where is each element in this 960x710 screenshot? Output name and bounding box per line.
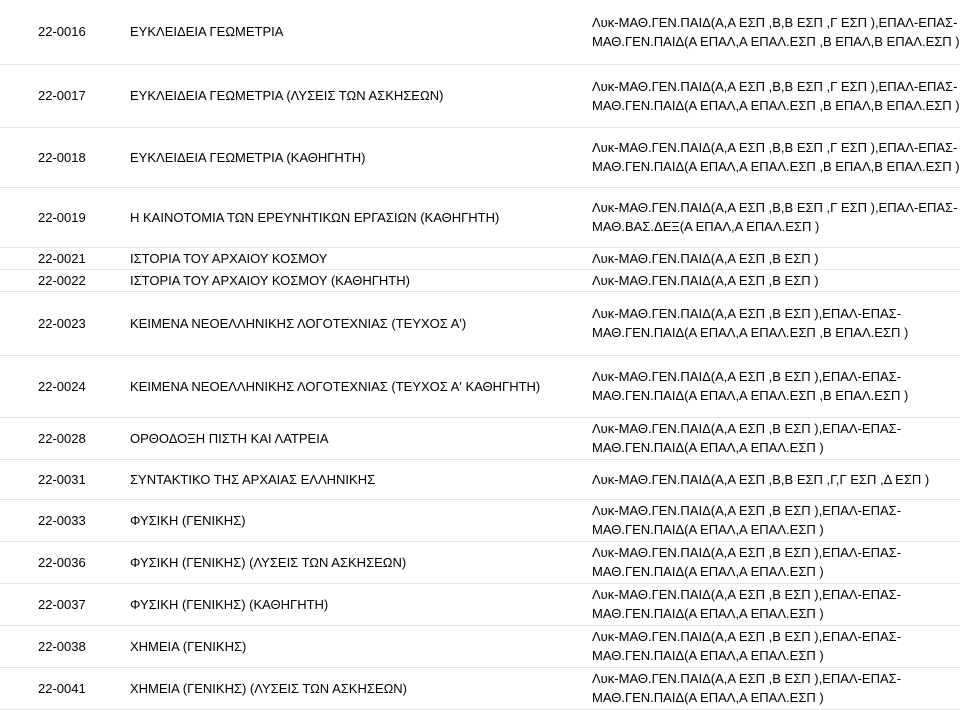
- book-code: 22-0017: [0, 64, 130, 127]
- book-code: 22-0019: [0, 187, 130, 247]
- book-code: 22-0023: [0, 291, 130, 355]
- book-title: ΦΥΣΙΚΗ (ΓΕΝΙΚΗΣ): [130, 499, 592, 541]
- book-classes: Λυκ-ΜΑΘ.ΓΕΝ.ΠΑΙΔ(Α,Α ΕΣΠ ,Β,Β ΕΣΠ ,Γ ΕΣΠ ),ΕΠΑΛ-ΕΠΑΣ-ΜΑΘ.ΓΕΝ.ΠΑΙΔ(Α ΕΠΑΛ,Α ΕΠΑΛ.ΕΣΠ ,Β ΕΠΑΛ,Β ΕΠΑΛ.ΕΣΠ ): [592, 0, 960, 64]
- book-title: ΙΣΤΟΡΙΑ ΤΟΥ ΑΡΧΑΙΟΥ ΚΟΣΜΟΥ (ΚΑΘΗΓΗΤΗ): [130, 269, 592, 291]
- book-code: 22-0033: [0, 499, 130, 541]
- book-classes: Λυκ-ΜΑΘ.ΓΕΝ.ΠΑΙΔ(Α,Α ΕΣΠ ,Β ΕΣΠ ),ΕΠΑΛ-ΕΠΑΣ-ΜΑΘ.ΓΕΝ.ΠΑΙΔ(Α ΕΠΑΛ,Α ΕΠΑΛ.ΕΣΠ ,Β ΕΠΑΛ.ΕΣΠ ): [592, 291, 960, 355]
- table-row: [0, 187, 960, 247]
- table-row: [0, 541, 960, 583]
- book-code: 22-0028: [0, 417, 130, 459]
- book-code: 22-0038: [0, 625, 130, 667]
- book-classes: Λυκ-ΜΑΘ.ΓΕΝ.ΠΑΙΔ(Α,Α ΕΣΠ ,Β ΕΣΠ ): [592, 247, 960, 269]
- book-title: ΣΥΝΤΑΚΤΙΚΟ ΤΗΣ ΑΡΧΑΙΑΣ ΕΛΛΗΝΙΚΗΣ: [130, 459, 592, 499]
- book-code: 22-0036: [0, 541, 130, 583]
- table-row: [0, 247, 960, 269]
- table-row: [0, 64, 960, 127]
- table-row: [0, 269, 960, 291]
- book-classes: Λυκ-ΜΑΘ.ΓΕΝ.ΠΑΙΔ(Α,Α ΕΣΠ ,Β,Β ΕΣΠ ,Γ ΕΣΠ ),ΕΠΑΛ-ΕΠΑΣ-ΜΑΘ.ΓΕΝ.ΠΑΙΔ(Α ΕΠΑΛ,Α ΕΠΑΛ.ΕΣΠ ,Β ΕΠΑΛ,Β ΕΠΑΛ.ΕΣΠ ): [592, 64, 960, 127]
- book-classes: Λυκ-ΜΑΘ.ΓΕΝ.ΠΑΙΔ(Α,Α ΕΣΠ ,Β,Β ΕΣΠ ,Γ ΕΣΠ ),ΕΠΑΛ-ΕΠΑΣ-ΜΑΘ.ΓΕΝ.ΠΑΙΔ(Α ΕΠΑΛ,Α ΕΠΑΛ.ΕΣΠ ,Β ΕΠΑΛ,Β ΕΠΑΛ.ΕΣΠ ): [592, 127, 960, 187]
- table-row: [0, 127, 960, 187]
- table-row: [0, 417, 960, 459]
- book-code: 22-0031: [0, 459, 130, 499]
- book-classes: Λυκ-ΜΑΘ.ΓΕΝ.ΠΑΙΔ(Α,Α ΕΣΠ ,Β ΕΣΠ ),ΕΠΑΛ-ΕΠΑΣ-ΜΑΘ.ΓΕΝ.ΠΑΙΔ(Α ΕΠΑΛ,Α ΕΠΑΛ.ΕΣΠ ,Β ΕΠΑΛ.ΕΣΠ ): [592, 355, 960, 417]
- book-title: ΟΡΘΟΔΟΞΗ ΠΙΣΤΗ ΚΑΙ ΛΑΤΡΕΙΑ: [130, 417, 592, 459]
- book-title: ΕΥΚΛΕΙΔΕΙΑ ΓΕΩΜΕΤΡΙΑ: [130, 0, 592, 64]
- book-code: 22-0037: [0, 583, 130, 625]
- table-row: [0, 499, 960, 541]
- book-title: ΚΕΙΜΕΝΑ ΝΕΟΕΛΛΗΝΙΚΗΣ ΛΟΓΟΤΕΧΝΙΑΣ (ΤΕΥΧΟΣ Α' ΚΑΘΗΓΗΤΗ): [130, 355, 592, 417]
- book-code: 22-0041: [0, 667, 130, 709]
- book-classes: Λυκ-ΜΑΘ.ΓΕΝ.ΠΑΙΔ(Α,Α ΕΣΠ ,Β ΕΣΠ ),ΕΠΑΛ-ΕΠΑΣ-ΜΑΘ.ΓΕΝ.ΠΑΙΔ(Α ΕΠΑΛ,Α ΕΠΑΛ.ΕΣΠ ): [592, 667, 960, 709]
- table-row: [0, 667, 960, 709]
- book-title: ΕΥΚΛΕΙΔΕΙΑ ΓΕΩΜΕΤΡΙΑ (ΛΥΣΕΙΣ ΤΩΝ ΑΣΚΗΣΕΩΝ): [130, 64, 592, 127]
- table-row: [0, 459, 960, 499]
- book-code: 22-0016: [0, 0, 130, 64]
- book-code: 22-0022: [0, 269, 130, 291]
- book-classes: Λυκ-ΜΑΘ.ΓΕΝ.ΠΑΙΔ(Α,Α ΕΣΠ ,Β ΕΣΠ ),ΕΠΑΛ-ΕΠΑΣ-ΜΑΘ.ΓΕΝ.ΠΑΙΔ(Α ΕΠΑΛ,Α ΕΠΑΛ.ΕΣΠ ): [592, 583, 960, 625]
- book-classes: Λυκ-ΜΑΘ.ΓΕΝ.ΠΑΙΔ(Α,Α ΕΣΠ ,Β ΕΣΠ ),ΕΠΑΛ-ΕΠΑΣ-ΜΑΘ.ΓΕΝ.ΠΑΙΔ(Α ΕΠΑΛ,Α ΕΠΑΛ.ΕΣΠ ): [592, 417, 960, 459]
- book-title: ΦΥΣΙΚΗ (ΓΕΝΙΚΗΣ) (ΚΑΘΗΓΗΤΗ): [130, 583, 592, 625]
- book-title: ΧΗΜΕΙΑ (ΓΕΝΙΚΗΣ): [130, 625, 592, 667]
- book-code: 22-0021: [0, 247, 130, 269]
- book-classes: Λυκ-ΜΑΘ.ΓΕΝ.ΠΑΙΔ(Α,Α ΕΣΠ ,Β,Β ΕΣΠ ,Γ ΕΣΠ ),ΕΠΑΛ-ΕΠΑΣ-ΜΑΘ.ΒΑΣ.ΔΕΞ(Α ΕΠΑΛ,Α ΕΠΑΛ.ΕΣΠ ): [592, 187, 960, 247]
- table-row: [0, 355, 960, 417]
- book-title: ΦΥΣΙΚΗ (ΓΕΝΙΚΗΣ) (ΛΥΣΕΙΣ ΤΩΝ ΑΣΚΗΣΕΩΝ): [130, 541, 592, 583]
- table-row: [0, 0, 960, 64]
- book-title: ΚΕΙΜΕΝΑ ΝΕΟΕΛΛΗΝΙΚΗΣ ΛΟΓΟΤΕΧΝΙΑΣ (ΤΕΥΧΟΣ Α'): [130, 291, 592, 355]
- book-classes: Λυκ-ΜΑΘ.ΓΕΝ.ΠΑΙΔ(Α,Α ΕΣΠ ,Β ΕΣΠ ): [592, 269, 960, 291]
- book-title: ΧΗΜΕΙΑ (ΓΕΝΙΚΗΣ) (ΛΥΣΕΙΣ ΤΩΝ ΑΣΚΗΣΕΩΝ): [130, 667, 592, 709]
- book-classes: Λυκ-ΜΑΘ.ΓΕΝ.ΠΑΙΔ(Α,Α ΕΣΠ ,Β ΕΣΠ ),ΕΠΑΛ-ΕΠΑΣ-ΜΑΘ.ΓΕΝ.ΠΑΙΔ(Α ΕΠΑΛ,Α ΕΠΑΛ.ΕΣΠ ): [592, 625, 960, 667]
- book-code: 22-0024: [0, 355, 130, 417]
- book-title: Η ΚΑΙΝΟΤΟΜΙΑ ΤΩΝ ΕΡΕΥΝΗΤΙΚΩΝ ΕΡΓΑΣΙΩΝ (ΚΑΘΗΓΗΤΗ): [130, 187, 592, 247]
- book-title: ΙΣΤΟΡΙΑ ΤΟΥ ΑΡΧΑΙΟΥ ΚΟΣΜΟΥ: [130, 247, 592, 269]
- table-row: [0, 291, 960, 355]
- book-classes: Λυκ-ΜΑΘ.ΓΕΝ.ΠΑΙΔ(Α,Α ΕΣΠ ,Β,Β ΕΣΠ ,Γ,Γ ΕΣΠ ,Δ ΕΣΠ ): [592, 459, 960, 499]
- table-row: [0, 583, 960, 625]
- book-classes: Λυκ-ΜΑΘ.ΓΕΝ.ΠΑΙΔ(Α,Α ΕΣΠ ,Β ΕΣΠ ),ΕΠΑΛ-ΕΠΑΣ-ΜΑΘ.ΓΕΝ.ΠΑΙΔ(Α ΕΠΑΛ,Α ΕΠΑΛ.ΕΣΠ ): [592, 499, 960, 541]
- table-row: [0, 625, 960, 667]
- book-title: ΕΥΚΛΕΙΔΕΙΑ ΓΕΩΜΕΤΡΙΑ (ΚΑΘΗΓΗΤΗ): [130, 127, 592, 187]
- book-code: 22-0018: [0, 127, 130, 187]
- book-classes: Λυκ-ΜΑΘ.ΓΕΝ.ΠΑΙΔ(Α,Α ΕΣΠ ,Β ΕΣΠ ),ΕΠΑΛ-ΕΠΑΣ-ΜΑΘ.ΓΕΝ.ΠΑΙΔ(Α ΕΠΑΛ,Α ΕΠΑΛ.ΕΣΠ ): [592, 541, 960, 583]
